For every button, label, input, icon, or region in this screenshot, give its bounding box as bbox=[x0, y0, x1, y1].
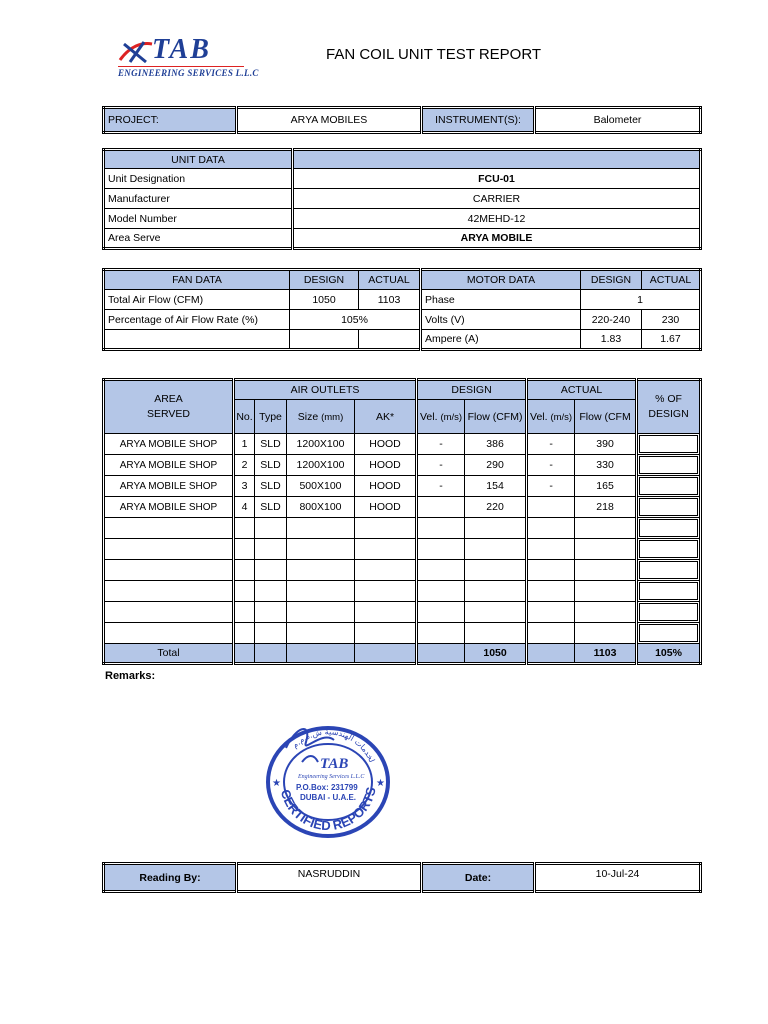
outlet-actual-flow: 330 bbox=[575, 455, 637, 476]
table-row bbox=[104, 560, 701, 581]
outlet-design-vel bbox=[417, 602, 465, 623]
remarks-label: Remarks: bbox=[105, 670, 156, 682]
outlet-size: 1200X100 bbox=[287, 455, 355, 476]
certified-stamp bbox=[262, 720, 394, 840]
project-table bbox=[102, 106, 702, 134]
pct-design-header bbox=[637, 380, 701, 434]
fan-row-blank bbox=[359, 330, 421, 350]
outlet-type bbox=[255, 581, 287, 602]
unit-row-label: Unit Designation bbox=[104, 169, 293, 189]
unit-row-label: Area Serve bbox=[104, 229, 293, 249]
table-row bbox=[104, 476, 701, 497]
pct-entry-box bbox=[639, 477, 698, 495]
area-served-label: AREA SERVED bbox=[147, 393, 190, 420]
outlet-ak: HOOD bbox=[355, 434, 417, 455]
outlet-actual-vel bbox=[527, 602, 575, 623]
outlet-actual-vel bbox=[527, 581, 575, 602]
outlet-pct-design bbox=[637, 476, 701, 497]
outlet-actual-vel: - bbox=[527, 455, 575, 476]
outlet-pct-design bbox=[637, 560, 701, 581]
outlet-design-flow: 154 bbox=[465, 476, 527, 497]
motor-row-label: Volts (V) bbox=[421, 310, 581, 330]
outlet-type bbox=[255, 560, 287, 581]
outlet-actual-vel: - bbox=[527, 434, 575, 455]
outlet-pct-design bbox=[637, 455, 701, 476]
outlet-area bbox=[104, 518, 234, 539]
outlet-area: ARYA MOBILE SHOP bbox=[104, 455, 234, 476]
outlet-size: 800X100 bbox=[287, 497, 355, 518]
motor-actual-header: ACTUAL bbox=[642, 270, 701, 290]
outlet-design-flow bbox=[465, 602, 527, 623]
outlet-size bbox=[287, 539, 355, 560]
outlet-actual-flow bbox=[575, 560, 637, 581]
table-row bbox=[104, 455, 701, 476]
outlet-ak: HOOD bbox=[355, 497, 417, 518]
outlet-design-vel bbox=[417, 581, 465, 602]
outlet-design-vel bbox=[417, 560, 465, 581]
outlet-design-flow bbox=[465, 623, 527, 644]
outlet-size bbox=[287, 602, 355, 623]
col-actual-flow: Flow (CFM bbox=[575, 400, 637, 434]
outlet-actual-flow: 390 bbox=[575, 434, 637, 455]
table-row bbox=[104, 581, 701, 602]
outlet-pct-design bbox=[637, 518, 701, 539]
motor-row-label: Ampere (A) bbox=[421, 330, 581, 350]
company-logo bbox=[110, 34, 260, 82]
outlet-no: 2 bbox=[234, 455, 255, 476]
col-type: Type bbox=[255, 400, 287, 434]
reading-by-value: NASRUDDIN bbox=[237, 864, 422, 892]
col-vel-label: Vel. bbox=[420, 410, 438, 423]
outlet-type bbox=[255, 623, 287, 644]
svg-text:لخدمات الهندسية ش.ذ.م.م: لخدمات الهندسية ش.ذ.م.م bbox=[290, 727, 377, 764]
outlet-design-vel bbox=[417, 539, 465, 560]
outlet-actual-flow: 218 bbox=[575, 497, 637, 518]
outlet-no: 1 bbox=[234, 434, 255, 455]
col-design-flow: Flow (CFM) bbox=[465, 400, 527, 434]
unit-data-table bbox=[102, 148, 702, 250]
col-no: No. bbox=[234, 400, 255, 434]
motor-row-value: 1 bbox=[581, 290, 701, 310]
air-outlets-table bbox=[102, 378, 702, 665]
outlet-design-vel bbox=[417, 497, 465, 518]
pct-entry-box bbox=[639, 603, 698, 621]
project-value: ARYA MOBILES bbox=[237, 108, 422, 133]
fan-data-header: FAN DATA bbox=[104, 270, 290, 290]
fan-row-blank bbox=[290, 330, 359, 350]
outlet-design-flow bbox=[465, 581, 527, 602]
outlet-area bbox=[104, 539, 234, 560]
outlet-area bbox=[104, 602, 234, 623]
unit-row-value: ARYA MOBILE bbox=[293, 229, 701, 249]
fan-row-blank bbox=[104, 330, 290, 350]
outlet-type bbox=[255, 518, 287, 539]
fan-row-label: Total Air Flow (CFM) bbox=[104, 290, 290, 310]
outlet-area bbox=[104, 560, 234, 581]
total-pct: 105% bbox=[637, 644, 701, 664]
outlet-no bbox=[234, 539, 255, 560]
unit-row-value: CARRIER bbox=[293, 189, 701, 209]
svg-text:★: ★ bbox=[272, 778, 281, 789]
outlet-ak bbox=[355, 539, 417, 560]
col-size-unit: (mm) bbox=[321, 411, 344, 423]
stamp-seal-icon bbox=[262, 720, 394, 840]
page-title: FAN COIL UNIT TEST REPORT bbox=[326, 46, 542, 63]
air-outlets-header: AIR OUTLETS bbox=[234, 380, 417, 400]
table-row bbox=[104, 518, 701, 539]
outlet-design-flow bbox=[465, 560, 527, 581]
outlet-design-vel bbox=[417, 518, 465, 539]
outlet-area: ARYA MOBILE SHOP bbox=[104, 434, 234, 455]
outlet-actual-flow: 165 bbox=[575, 476, 637, 497]
outlet-type bbox=[255, 602, 287, 623]
reading-by-table bbox=[102, 862, 702, 893]
outlet-actual-vel bbox=[527, 560, 575, 581]
instrument-label: INSTRUMENT(S): bbox=[422, 108, 535, 133]
outlet-no bbox=[234, 602, 255, 623]
outlet-size bbox=[287, 560, 355, 581]
outlet-design-flow: 290 bbox=[465, 455, 527, 476]
reading-by-label: Reading By: bbox=[104, 864, 237, 892]
project-label: PROJECT: bbox=[104, 108, 237, 133]
pct-entry-box bbox=[639, 624, 698, 642]
outlet-pct-design bbox=[637, 434, 701, 455]
outlet-no bbox=[234, 581, 255, 602]
outlet-size: 500X100 bbox=[287, 476, 355, 497]
outlet-actual-flow bbox=[575, 602, 637, 623]
svg-text:★: ★ bbox=[376, 778, 385, 789]
outlet-type: SLD bbox=[255, 497, 287, 518]
table-row bbox=[104, 623, 701, 644]
outlet-ak bbox=[355, 602, 417, 623]
col-vel-unit: (m/s) bbox=[440, 411, 463, 423]
unit-data-header: UNIT DATA bbox=[104, 150, 293, 169]
design-header: DESIGN bbox=[417, 380, 527, 400]
col-size bbox=[287, 400, 355, 434]
pct-entry-box bbox=[639, 456, 698, 474]
motor-row-actual: 230 bbox=[642, 310, 701, 330]
col-actual-vel bbox=[527, 400, 575, 434]
outlet-type bbox=[255, 539, 287, 560]
pct-entry-box bbox=[639, 582, 698, 600]
unit-row-label: Manufacturer bbox=[104, 189, 293, 209]
outlet-pct-design bbox=[637, 497, 701, 518]
outlet-design-flow: 220 bbox=[465, 497, 527, 518]
date-value: 10-Jul-24 bbox=[535, 864, 701, 892]
col-vel-unit: (m/s) bbox=[550, 411, 573, 423]
stamp-city: DUBAI - U.A.E. bbox=[300, 793, 356, 802]
outlet-design-flow bbox=[465, 539, 527, 560]
outlet-design-flow bbox=[465, 518, 527, 539]
motor-row-design: 1.83 bbox=[581, 330, 642, 350]
actual-header: ACTUAL bbox=[527, 380, 637, 400]
fan-design-header: DESIGN bbox=[290, 270, 359, 290]
table-row bbox=[104, 434, 701, 455]
outlet-actual-vel bbox=[527, 518, 575, 539]
outlet-design-vel bbox=[417, 623, 465, 644]
stamp-brand: TAB bbox=[320, 756, 349, 772]
table-row bbox=[104, 602, 701, 623]
outlet-pct-design bbox=[637, 623, 701, 644]
outlet-actual-vel bbox=[527, 623, 575, 644]
stamp-company: Engineering Services L.L.C bbox=[298, 774, 365, 780]
outlet-actual-vel bbox=[527, 539, 575, 560]
pct-entry-box bbox=[639, 561, 698, 579]
fan-row-actual: 1103 bbox=[359, 290, 421, 310]
outlet-no: 4 bbox=[234, 497, 255, 518]
outlet-actual-flow bbox=[575, 518, 637, 539]
outlet-actual-vel bbox=[527, 497, 575, 518]
outlet-design-vel: - bbox=[417, 476, 465, 497]
outlet-size: 1200X100 bbox=[287, 434, 355, 455]
outlet-design-vel: - bbox=[417, 455, 465, 476]
table-row bbox=[104, 497, 701, 518]
outlet-no: 3 bbox=[234, 476, 255, 497]
pct-entry-box bbox=[639, 540, 698, 558]
outlet-ak bbox=[355, 560, 417, 581]
motor-row-label: Phase bbox=[421, 290, 581, 310]
fan-actual-header: ACTUAL bbox=[359, 270, 421, 290]
total-design-flow: 1050 bbox=[465, 644, 527, 664]
motor-design-header: DESIGN bbox=[581, 270, 642, 290]
outlet-type: SLD bbox=[255, 434, 287, 455]
outlet-area: ARYA MOBILE SHOP bbox=[104, 476, 234, 497]
outlet-type: SLD bbox=[255, 455, 287, 476]
logo-swoosh-icon bbox=[116, 38, 156, 68]
col-vel-label: Vel. bbox=[530, 410, 548, 423]
outlet-ak bbox=[355, 518, 417, 539]
outlet-no bbox=[234, 623, 255, 644]
outlet-area: ARYA MOBILE SHOP bbox=[104, 497, 234, 518]
motor-row-design: 220-240 bbox=[581, 310, 642, 330]
pct-entry-box bbox=[639, 519, 698, 537]
outlet-size bbox=[287, 623, 355, 644]
outlet-ak bbox=[355, 623, 417, 644]
total-label: Total bbox=[104, 644, 234, 664]
outlet-area bbox=[104, 581, 234, 602]
pct-entry-box bbox=[639, 435, 698, 453]
instrument-value: Balometer bbox=[535, 108, 701, 133]
motor-row-actual: 1.67 bbox=[642, 330, 701, 350]
outlet-actual-flow bbox=[575, 623, 637, 644]
outlet-ak: HOOD bbox=[355, 455, 417, 476]
pct-design-label: % OF DESIGN bbox=[648, 393, 689, 420]
outlet-design-vel: - bbox=[417, 434, 465, 455]
outlet-ak: HOOD bbox=[355, 476, 417, 497]
col-size-label: Size bbox=[297, 410, 319, 423]
fan-row-design: 1050 bbox=[290, 290, 359, 310]
unit-row-value: FCU-01 bbox=[293, 169, 701, 189]
unit-data-header-blank bbox=[293, 150, 701, 169]
outlet-pct-design bbox=[637, 602, 701, 623]
outlet-no bbox=[234, 518, 255, 539]
date-label: Date: bbox=[422, 864, 535, 892]
outlet-area bbox=[104, 623, 234, 644]
outlet-actual-vel: - bbox=[527, 476, 575, 497]
stamp-ring-text: CERTIFIED REPORTS bbox=[277, 785, 379, 834]
outlet-design-flow: 386 bbox=[465, 434, 527, 455]
logo-subtitle: ENGINEERING SERVICES L.L.C bbox=[118, 68, 259, 78]
fan-row-value: 105% bbox=[290, 310, 421, 330]
outlet-pct-design bbox=[637, 539, 701, 560]
col-ak: AK* bbox=[355, 400, 417, 434]
table-row bbox=[104, 539, 701, 560]
outlet-type: SLD bbox=[255, 476, 287, 497]
fan-row-label: Percentage of Air Flow Rate (%) bbox=[104, 310, 290, 330]
unit-row-value: 42MEHD-12 bbox=[293, 209, 701, 229]
col-design-vel bbox=[417, 400, 465, 434]
outlet-actual-flow bbox=[575, 581, 637, 602]
outlet-ak bbox=[355, 581, 417, 602]
logo-brand: TAB bbox=[152, 34, 211, 65]
outlet-size bbox=[287, 581, 355, 602]
outlet-pct-design bbox=[637, 581, 701, 602]
area-served-header bbox=[104, 380, 234, 434]
motor-data-header: MOTOR DATA bbox=[421, 270, 581, 290]
outlet-size bbox=[287, 518, 355, 539]
outlet-no bbox=[234, 560, 255, 581]
pct-entry-box bbox=[639, 498, 698, 516]
total-actual-flow: 1103 bbox=[575, 644, 637, 664]
outlet-actual-flow bbox=[575, 539, 637, 560]
fan-motor-table bbox=[102, 268, 702, 351]
unit-row-label: Model Number bbox=[104, 209, 293, 229]
stamp-pobox: P.O.Box: 231799 bbox=[296, 783, 358, 792]
